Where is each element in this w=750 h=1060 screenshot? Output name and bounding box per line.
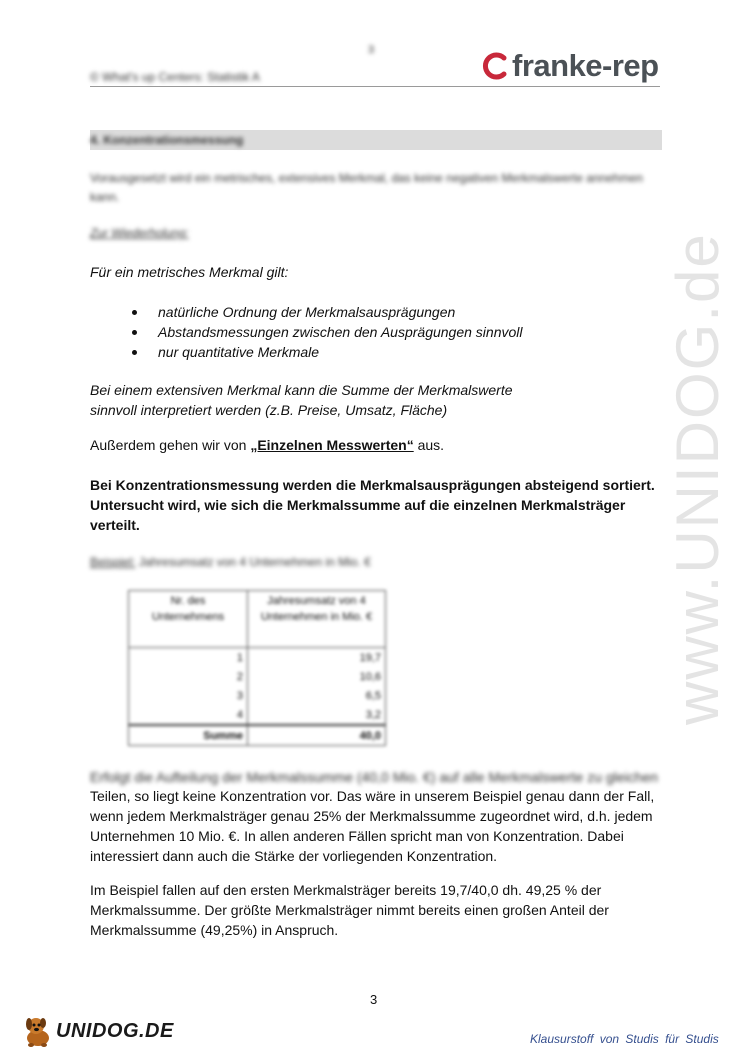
table-header: Jahresumsatz von 4 Unternehmen in Mio. €: [248, 591, 386, 648]
example-label: [90, 555, 371, 569]
table-cell: 3,2: [248, 705, 386, 725]
extensive-paragraph: [90, 380, 560, 420]
header-page-number: 3: [368, 44, 375, 56]
single-text: Außerdem gehen wir von: [90, 437, 251, 453]
table-row: [129, 686, 386, 705]
franke-rep-logo-icon: [482, 52, 510, 80]
table-cell: 4: [129, 705, 248, 725]
table-cell: 2: [129, 667, 248, 686]
example-label-text: Jahresumsatz von 4 Unternehmen in Mio. €: [135, 555, 371, 569]
table-sum-value: 40,0: [248, 725, 386, 746]
table-row: [129, 648, 386, 668]
franke-rep-logo-text: franke-rep: [512, 48, 659, 83]
unidog-logo: [22, 1014, 174, 1048]
page-number: 3: [370, 992, 378, 1007]
table-sum-row: [129, 725, 386, 746]
section-title: 4. Konzentrationsmessung: [90, 133, 244, 147]
table-cell: 6,5: [248, 686, 386, 705]
table-header-row: [129, 591, 386, 648]
revenue-table: [128, 590, 386, 746]
dog-mascot-icon: [22, 1014, 54, 1048]
table-cell: 3: [129, 686, 248, 705]
table-sum-label: Summe: [129, 725, 248, 746]
list-item: Abstandsmessungen zwischen den Ausprägungen sinnvoll: [130, 322, 523, 342]
single-values-term: „Einzelnen Messwerten“: [250, 437, 414, 453]
header-title: © What's up Centers: Statistik A: [90, 70, 260, 84]
metric-heading: Für ein metrisches Merkmal gilt:: [90, 264, 289, 280]
section-intro: Vorausgesetzt wird ein metrisches, extensives Merkmal, das keine negativen Merkmalswerte annehmen kann.: [90, 171, 643, 204]
list-item: natürliche Ordnung der Merkmalsausprägungen: [130, 302, 523, 322]
concentration-definition: Bei Konzentrationsmessung werden die Merkmalsausprägungen absteigend sortiert. Untersucht wird, wie sich die Merkmalssumme auf die einzelnen Merkmalsträger verteilt.: [90, 477, 655, 533]
metric-properties-list: [130, 302, 523, 362]
watermark: www.UNIDOG.de: [664, 232, 731, 725]
extensive-line: sinnvoll interpretiert werden (z.B. Preise, Umsatz, Fläche): [90, 402, 448, 418]
table-header: Nr. des Unternehmens: [129, 591, 248, 648]
distribution-first-line: Erfolgt die Aufteilung der Merkmalssumme (40,0 Mio. €) auf alle Merkmalswerte zu gleichen: [90, 769, 659, 785]
example-label-word: Beispiel:: [90, 555, 136, 569]
franke-rep-logo: [482, 44, 659, 88]
table-cell: 1: [129, 648, 248, 668]
extensive-line: Bei einem extensiven Merkmal kann die Summe der Merkmalswerte: [90, 382, 513, 398]
single-text: aus.: [413, 437, 445, 453]
example-conclusion: Im Beispiel fallen auf den ersten Merkmalsträger bereits 19,7/40,0 dh. 49,25 % der Merkmalssumme. Der größte Merkmalsträger nimmt bereits einen großen Anteil der Merkmalssumme (49,25%) in Anspruch.: [90, 882, 609, 938]
table-row: [129, 705, 386, 725]
distribution-paragraph: Teilen, so liegt keine Konzentration vor. Das wäre in unserem Beispiel genau dann der Fall, wenn jedem Merkmalsträger genau 25% der Merkmalssumme zugeordnet wird, d.h. jedem Unternehmen 10 Mio. €. In allen anderen Fällen spricht man von Konzentration. Dabei interessiert dann auch die Stärke der vorliegenden Konzentration.: [90, 788, 655, 864]
footer-slogan: Klausurstoff von Studis für Studis: [530, 1032, 719, 1046]
table-cell: 19,7: [248, 648, 386, 668]
table-cell: 10,6: [248, 667, 386, 686]
list-item: nur quantitative Merkmale: [130, 342, 523, 362]
review-label: Zur Wiederholung:: [90, 226, 189, 240]
table-row: [129, 667, 386, 686]
single-values-paragraph: [90, 437, 444, 453]
unidog-logo-text: UNIDOG.DE: [56, 1019, 174, 1042]
header-divider: [90, 86, 660, 87]
